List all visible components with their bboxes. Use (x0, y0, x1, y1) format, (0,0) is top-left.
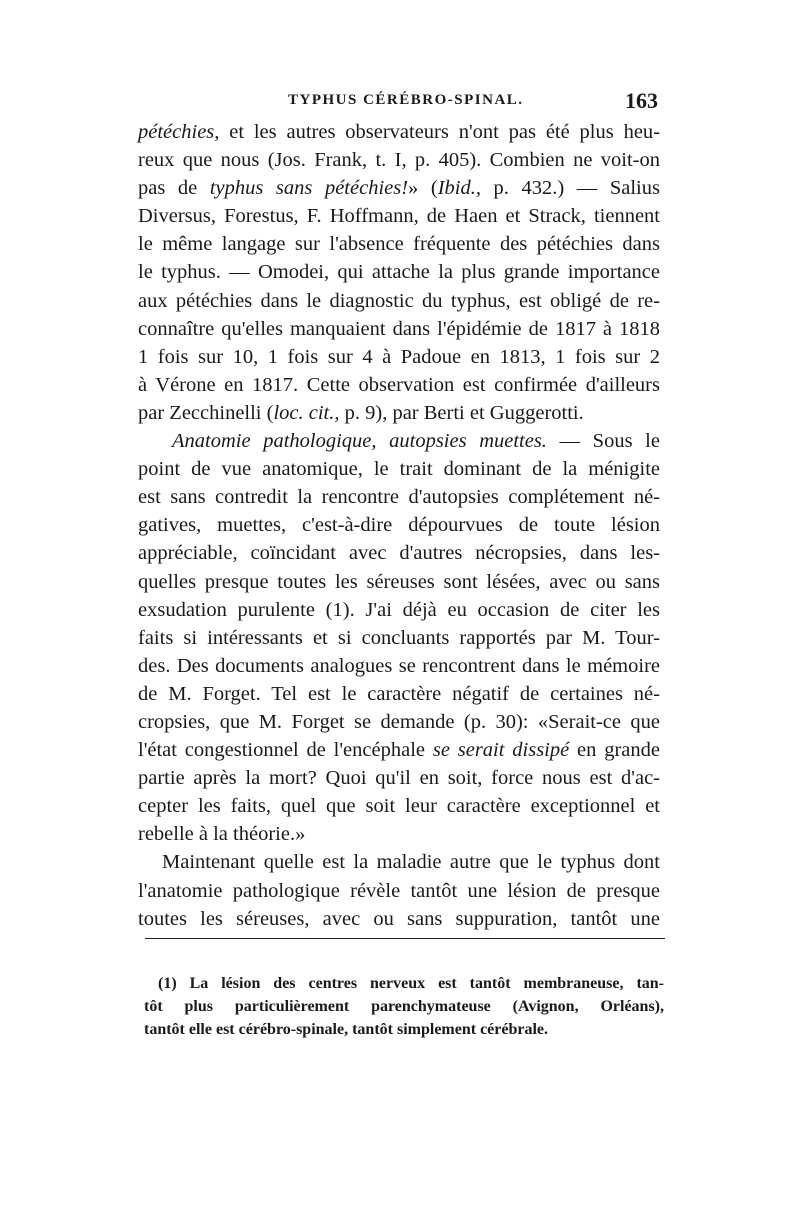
text-line: l'anatomie pathologique révèle tantôt une lésion de presque (138, 879, 660, 902)
text-line: faits si intéressants et si concluants rapportés par M. Tour- (138, 626, 660, 649)
text-line: toutes les séreuses, avec ou sans suppuration, tantôt une (138, 907, 660, 930)
text-line: 1 fois sur 10, 1 fois sur 4 à Padoue en 1813, 1 fois sur 2 (138, 345, 660, 368)
text-line: aux pétéchies dans le diagnostic du typhus, est obligé de re- (138, 289, 660, 312)
italic-ref: Ibid., (437, 177, 481, 200)
text-run: par Zecchinelli ( (138, 401, 274, 424)
text-line: appréciable, coïncidant avec d'autres nécropsies, dans les- (138, 542, 660, 565)
text-line: des. Des documents analogues se rencontrent dans le mémoire (138, 654, 660, 677)
text-run: l'état congestionnel de l'encéphale (138, 739, 433, 762)
footnote-divider (145, 938, 665, 939)
text-line: à Vérone en 1817. Cette observation est confirmée d'ailleurs (138, 373, 660, 396)
text-run: » ( (408, 177, 438, 200)
italic-quote: typhus sans pétéchies! (209, 177, 409, 200)
footnote-line: tôt plus particulièrement parenchymateuse (Avignon, Orléans), (144, 998, 664, 1015)
main-text (138, 118, 660, 933)
text-line (138, 736, 660, 764)
italic-ref: loc. cit., (273, 401, 340, 424)
text-line: Diversus, Forestus, F. Hoffmann, de Haen et Strack, tiennent (138, 205, 660, 228)
text-line: rebelle à la théorie.» (138, 823, 306, 846)
text-line: le même langage sur l'absence fréquente des pétéchies dans (138, 233, 660, 256)
running-title: TYPHUS CÉRÉBRO-SPINAL. (288, 92, 524, 108)
text-line: partie après la mort? Quoi qu'il en soit, force nous est d'ac- (138, 767, 660, 790)
text-run: p. 432.) — Salius (480, 177, 660, 200)
paragraph-start-line: Maintenant quelle est la maladie autre que le typhus dont (162, 851, 660, 874)
text-line: cepter les faits, quel que soit leur caractère exceptionnel et (138, 795, 660, 818)
text-line: connaître qu'elles manquaient dans l'épidémie de 1817 à 1818 (138, 317, 660, 340)
text-line: gatives, muettes, c'est-à-dire dépourvues de toute lésion (138, 514, 660, 537)
text-line: le typhus. — Omodei, qui attache la plus grande importance (138, 261, 660, 284)
text-line: reux que nous (Jos. Frank, t. I, p. 405). Combien ne voit-on (138, 149, 660, 172)
text-line: est sans contredit la rencontre d'autopsies complétement né- (138, 486, 660, 509)
text-run: p. 9), par Berti et Guggerotti. (339, 401, 584, 424)
italic-term: pétéchies, (138, 121, 220, 143)
page-header (138, 88, 658, 118)
footnote (144, 972, 664, 1041)
text-run: pas de (138, 177, 210, 200)
footnote-line: (1) La lésion des centres nerveux est tantôt membraneuse, tan- (158, 975, 664, 992)
text-run: et les autres observateurs n'ont pas été plus heu- (219, 121, 660, 143)
text-line (138, 174, 660, 202)
footnote-line: tantôt elle est cérébro-spinale, tantôt simplement cérébrale. (144, 1021, 549, 1038)
text-line (138, 118, 660, 146)
italic-phrase: se serait dissipé (432, 739, 570, 762)
page-number: 163 (625, 88, 658, 113)
text-line: cropsies, que M. Forget se demande (p. 30): «Serait-ce que (138, 710, 660, 733)
text-line: quelles presque toutes les séreuses sont lésées, avec ou sans (138, 570, 660, 593)
text-line: point de vue anatomique, le trait dominant de la ménigite (138, 458, 660, 481)
text-line: exsudation purulente (1). J'ai déjà eu occasion de citer les (138, 598, 660, 621)
text-run: — Sous le (546, 430, 660, 453)
text-line: de M. Forget. Tel est le caractère négatif de certaines né- (138, 682, 660, 705)
section-heading-line (138, 427, 660, 455)
text-line (138, 399, 660, 427)
section-heading: Anatomie pathologique, autopsies muettes. (172, 430, 547, 453)
text-run: en grande (569, 739, 660, 762)
